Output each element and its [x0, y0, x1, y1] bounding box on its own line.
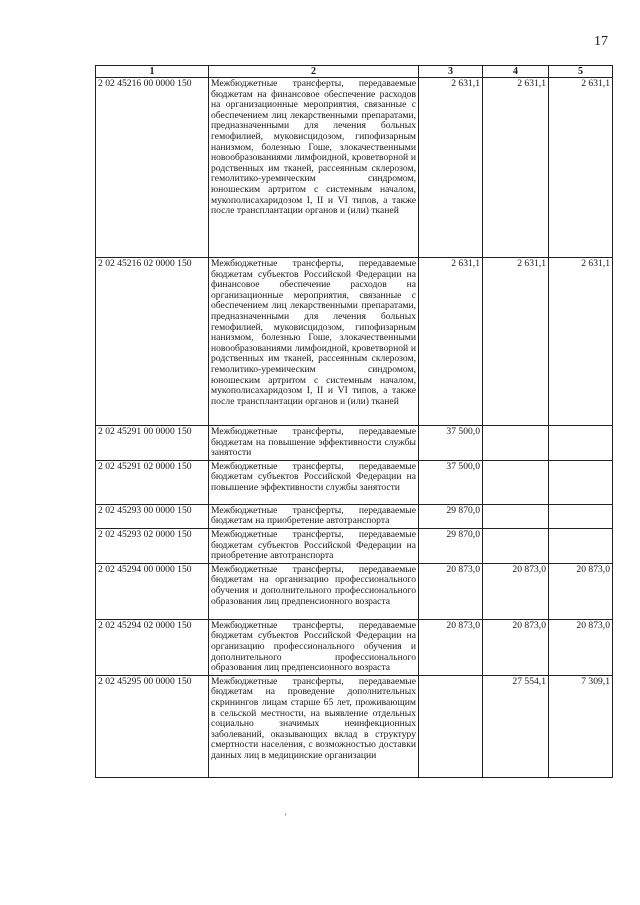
- column-header-2: 2: [209, 66, 419, 78]
- row-description: Межбюджетные трансферты, передаваемые бюджетам на приобретение автотранспорта: [209, 504, 419, 528]
- scan-speck: ʼ: [284, 812, 287, 822]
- budget-code: 2 02 45216 02 0000 150: [96, 258, 209, 426]
- amount-col3: 2 631,1: [419, 78, 483, 258]
- amount-col3: 2 631,1: [419, 258, 483, 426]
- column-header-4: 4: [483, 66, 549, 78]
- amount-col3: 20 873,0: [419, 619, 483, 675]
- budget-code: 2 02 45295 00 0000 150: [96, 675, 209, 777]
- table-row: [96, 619, 613, 675]
- amount-col4: [483, 426, 549, 461]
- amount-col4: 20 873,0: [483, 563, 549, 619]
- amount-col3: [419, 675, 483, 777]
- budget-code: 2 02 45294 02 0000 150: [96, 619, 209, 675]
- amount-col3: 29 870,0: [419, 528, 483, 563]
- amount-col5: [549, 528, 613, 563]
- amount-col5: 2 631,1: [549, 258, 613, 426]
- amount-col5: 20 873,0: [549, 563, 613, 619]
- budget-code: 2 02 45293 02 0000 150: [96, 528, 209, 563]
- row-description: Межбюджетные трансферты, передаваемые бюджетам субъектов Российской Федерации на организацию профессионального обучения и дополнительного профессионального образования лиц предпенсионного возраста: [209, 619, 419, 675]
- page-number: 17: [594, 34, 608, 49]
- table-row: [96, 504, 613, 528]
- amount-col5: [549, 460, 613, 504]
- table-row: [96, 258, 613, 426]
- amount-col3: 20 873,0: [419, 563, 483, 619]
- amount-col4: [483, 460, 549, 504]
- amount-col4: 27 554,1: [483, 675, 549, 777]
- amount-col5: [549, 426, 613, 461]
- table-row: [96, 78, 613, 258]
- amount-col5: [549, 504, 613, 528]
- budget-code: 2 02 45293 00 0000 150: [96, 504, 209, 528]
- amount-col5: 2 631,1: [549, 78, 613, 258]
- column-header-3: 3: [419, 66, 483, 78]
- amount-col4: 20 873,0: [483, 619, 549, 675]
- row-description: Межбюджетные трансферты, передаваемые бюджетам на проведение дополнительных скринингов лицам старше 65 лет, проживающим в сельской местности, на выявление отдельных социально значимых неинфекционных заболеваний, оказывающих вклад в структуру смертности населения, с возможностью доставки данных лиц в медицинские организации: [209, 675, 419, 777]
- amount-col3: 29 870,0: [419, 504, 483, 528]
- budget-code: 2 02 45291 00 0000 150: [96, 426, 209, 461]
- amount-col3: 37 500,0: [419, 460, 483, 504]
- amount-col3: 37 500,0: [419, 426, 483, 461]
- row-description: Межбюджетные трансферты, передаваемые бюджетам субъектов Российской Федерации на финансовое обеспечение расходов на организационные мероприятия, связанные с обеспечением лиц лекарственными препаратами, предназначенными для лечения больных гемофилией, муковисцидозом, гипофизарным нанизмом, болезнью Гоше, злокачественными новообразованиями лимфоидной, кроветворной и родственных им тканей, рассеянным склерозом, гемолитико-уремическим синдромом, юношеским артритом с системным началом, мукополисахаридозом I, II и VI типов, а также после трансплантации органов и (или) тканей: [209, 258, 419, 426]
- amount-col4: [483, 528, 549, 563]
- column-header-5: 5: [549, 66, 613, 78]
- row-description: Межбюджетные трансферты, передаваемые бюджетам субъектов Российской Федерации на повышение эффективности службы занятости: [209, 460, 419, 504]
- table-row: [96, 675, 613, 777]
- table-row: [96, 460, 613, 504]
- budget-table: [95, 65, 613, 778]
- row-description: Межбюджетные трансферты, передаваемые бюджетам на повышение эффективности службы занятости: [209, 426, 419, 461]
- budget-code: 2 02 45294 00 0000 150: [96, 563, 209, 619]
- table-row: [96, 563, 613, 619]
- column-header-1: 1: [96, 66, 209, 78]
- row-description: Межбюджетные трансферты, передаваемые бюджетам на финансовое обеспечение расходов на организационные мероприятия, связанные с обеспечением лиц лекарственными препаратами, предназначенными для лечения больных гемофилией, муковисцидозом, гипофизарным нанизмом, болезнью Гоше, злокачественными новообразованиями лимфоидной, кроветворной и родственных им тканей, рассеянным склерозом, гемолитико-уремическим синдромом, юношеским артритом с системным началом, мукополисахаридозом I, II и VI типов, а также после трансплантации органов и (или) тканей: [209, 78, 419, 258]
- table-header-row: [96, 66, 613, 78]
- amount-col5: 20 873,0: [549, 619, 613, 675]
- row-description: Межбюджетные трансферты, передаваемые бюджетам субъектов Российской Федерации на приобретение автотранспорта: [209, 528, 419, 563]
- budget-code: 2 02 45291 02 0000 150: [96, 460, 209, 504]
- table-row: [96, 528, 613, 563]
- amount-col4: 2 631,1: [483, 78, 549, 258]
- amount-col4: [483, 504, 549, 528]
- amount-col4: 2 631,1: [483, 258, 549, 426]
- budget-code: 2 02 45216 00 0000 150: [96, 78, 209, 258]
- row-description: Межбюджетные трансферты, передаваемые бюджетам на организацию профессионального обучения и дополнительного профессионального образования лиц предпенсионного возраста: [209, 563, 419, 619]
- amount-col5: 7 309,1: [549, 675, 613, 777]
- table-row: [96, 426, 613, 461]
